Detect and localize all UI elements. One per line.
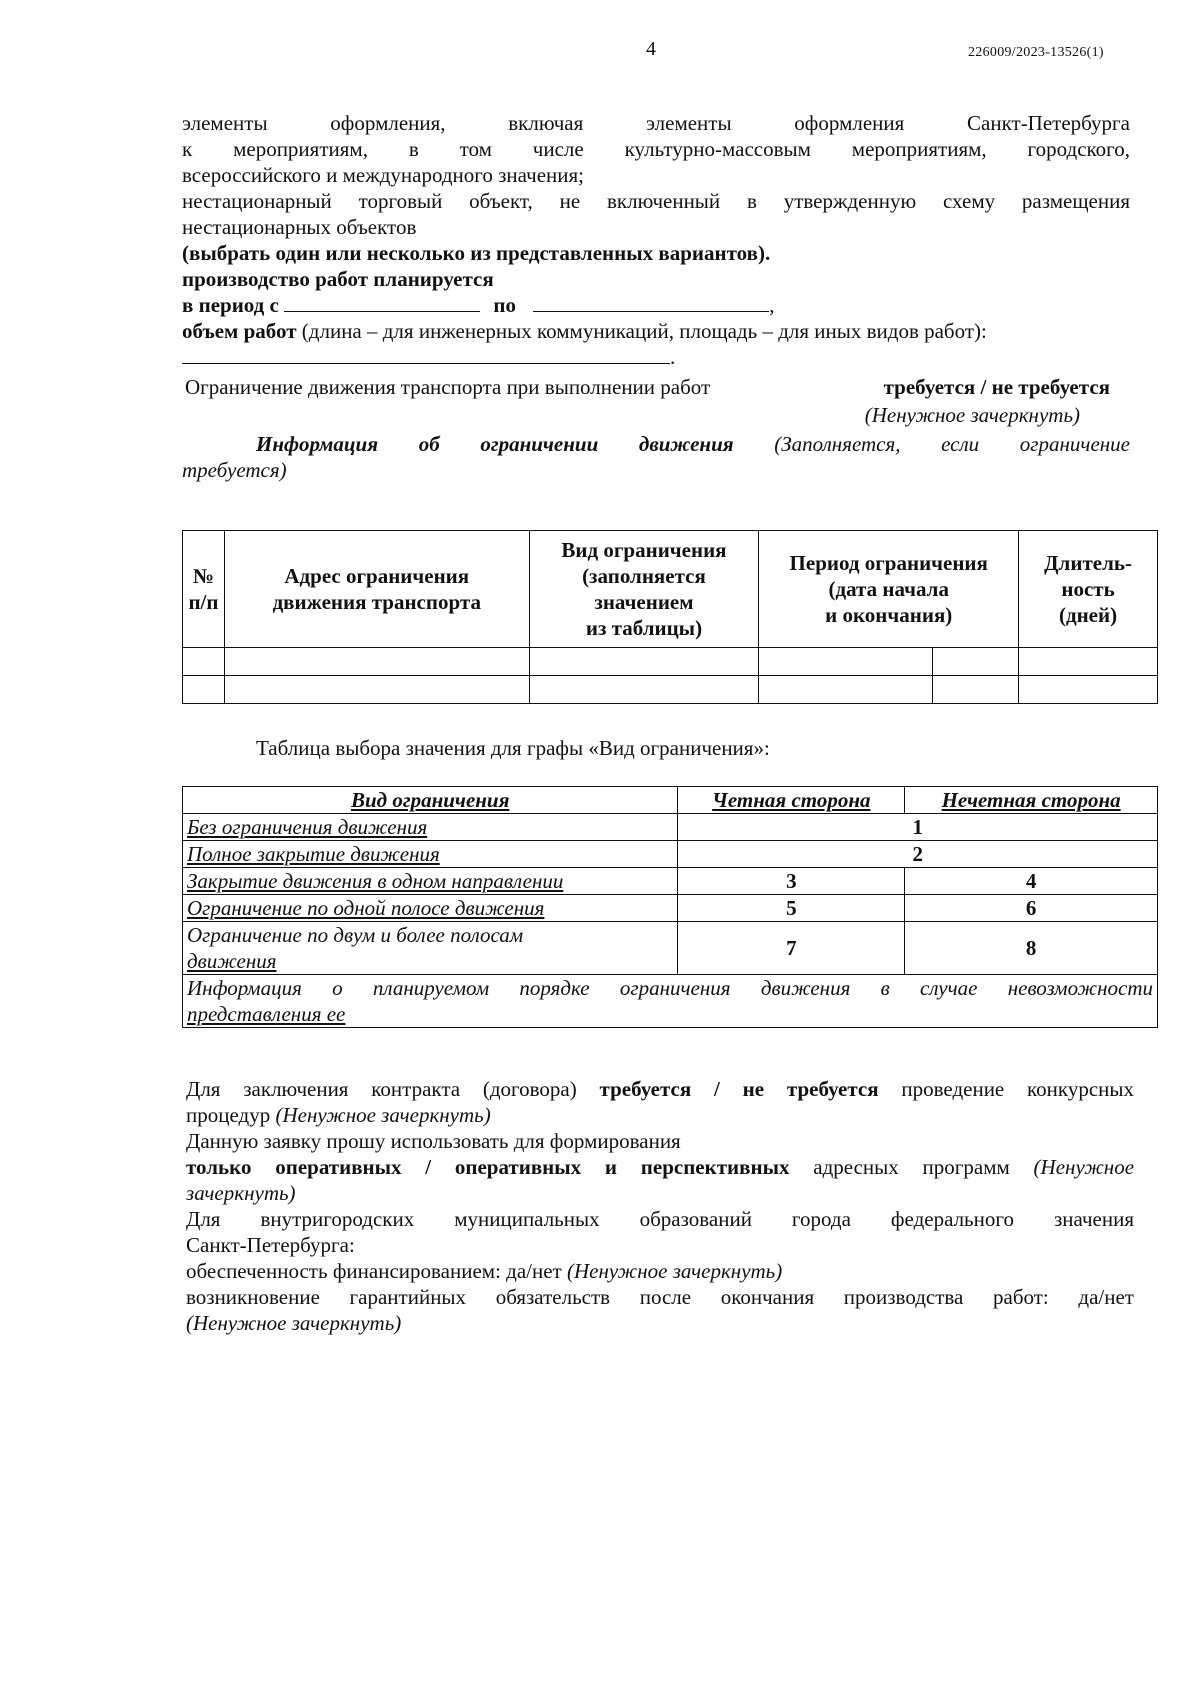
col-header-type-line-2: (заполняется	[582, 564, 706, 588]
table-row	[183, 648, 1158, 676]
funding-strike-note: (Ненужное зачеркнуть)	[566, 1259, 783, 1283]
col-header-duration-line-2: ность	[1061, 577, 1115, 601]
cell-type[interactable]	[529, 648, 759, 676]
cell-period-start[interactable]	[759, 648, 933, 676]
cell-address[interactable]	[224, 676, 529, 704]
row-label-line-1: Ограничение по двум и более полосам	[187, 923, 524, 947]
col-header-restriction-type: Вид ограничения	[183, 787, 678, 814]
table-row-info	[183, 975, 1158, 1028]
cell-duration[interactable]	[1019, 648, 1158, 676]
row-label: Без ограничения движения	[183, 814, 678, 841]
contract-text-2: проведение конкурсных	[901, 1077, 1134, 1101]
choose-note: (выбрать один или несколько из представленных вариантов).	[182, 241, 771, 265]
period-line	[182, 292, 1130, 318]
table-row	[183, 868, 1158, 895]
cell-period-start[interactable]	[759, 676, 933, 704]
row-value-both: 2	[678, 841, 1158, 868]
intro-line-5: нестационарных объектов	[182, 215, 417, 239]
row-label: Полное закрытие движения	[183, 841, 678, 868]
restriction-label: Ограничение движения транспорта при выполнении работ	[185, 375, 711, 399]
table-row	[183, 895, 1158, 922]
info-line-2: представления ее	[187, 1002, 346, 1026]
col-header-odd-side: Нечетная сторона	[905, 787, 1158, 814]
col-header-period-line-2: (дата начала	[828, 577, 949, 601]
cell-duration[interactable]	[1019, 676, 1158, 704]
document-id: 226009/2023-13526(1)	[968, 45, 1104, 60]
row-value-even: 5	[678, 895, 905, 922]
volume-line	[182, 318, 1130, 344]
table-row	[183, 841, 1158, 868]
contract-text-1: Для заключения контракта (договора)	[186, 1077, 577, 1101]
col-header-address-line-1: Адрес ограничения	[284, 564, 470, 588]
restriction-row	[182, 374, 1130, 402]
info-line-1: Информация о планируемом порядке ограничения движения в случае невозможности	[187, 976, 1153, 1000]
volume-note: (длина – для инженерных коммуникаций, площадь – для иных видов работ):	[301, 319, 987, 343]
col-header-duration-line-1: Длитель-	[1044, 551, 1132, 575]
restriction-table	[182, 530, 1158, 704]
cell-type[interactable]	[529, 676, 759, 704]
col-header-address-line-2: движения транспорта	[272, 590, 481, 614]
col-header-duration-line-3: (дней)	[1058, 603, 1118, 627]
contract-line-2	[186, 1102, 1134, 1128]
intro-line-3: всероссийского и международного значения;	[182, 163, 585, 187]
col-header-type-line-1: Вид ограничения	[561, 538, 727, 562]
restriction-type-table-caption: Таблица выбора значения для графы «Вид ограничения»:	[256, 736, 770, 760]
col-header-period-line-3: и окончания)	[825, 603, 953, 627]
restriction-info-title-line	[182, 431, 1130, 457]
intro-line-1: элементы оформления, включая элементы оформления Санкт-Петербурга	[182, 111, 1130, 135]
funding-text[interactable]: обеспеченность финансированием: да/нет	[186, 1259, 562, 1283]
restriction-table-header	[183, 531, 1158, 648]
table-row	[183, 676, 1158, 704]
contract-strike-note: (Ненужное зачеркнуть)	[275, 1103, 491, 1127]
volume-period: .	[670, 345, 676, 369]
restriction-info-note-2: требуется)	[182, 458, 287, 482]
info-cell	[183, 975, 1158, 1028]
form-bottom	[186, 1076, 1134, 1336]
works-planned: производство работ планируется	[182, 267, 494, 291]
col-header-period	[759, 531, 1019, 648]
volume-blank-line	[182, 344, 1130, 370]
col-header-type	[529, 531, 759, 648]
programs-options[interactable]: только оперативных / оперативных и перспективных	[186, 1155, 790, 1179]
col-header-type-line-4: из таблицы)	[585, 616, 703, 640]
row-value-odd: 8	[905, 922, 1158, 975]
table-row	[183, 814, 1158, 841]
cell-period-end[interactable]	[933, 676, 1019, 704]
period-comma: ,	[769, 293, 775, 317]
contract-options[interactable]: требуется / не требуется	[599, 1077, 879, 1101]
cell-address[interactable]	[224, 648, 529, 676]
restriction-strike-note: (Ненужное зачеркнуть)	[864, 403, 1080, 427]
programs-note-2: зачеркнуть)	[186, 1181, 296, 1205]
funding-line	[186, 1258, 1134, 1284]
row-value-even: 7	[678, 922, 905, 975]
municipal-line-2: Санкт-Петербурга:	[186, 1233, 355, 1257]
volume-field[interactable]	[182, 345, 670, 364]
intro-line-4: нестационарный торговый объект, не включенный в утвержденную схему размещения	[182, 189, 1130, 213]
cell-period-end[interactable]	[933, 648, 1019, 676]
col-header-even-side: Четная сторона	[678, 787, 905, 814]
form-intro	[182, 110, 1130, 483]
restriction-info-title: Информация об ограничении движения	[256, 432, 734, 456]
table-row	[183, 922, 1158, 975]
row-value-odd: 6	[905, 895, 1158, 922]
contract-text-3: процедур	[186, 1103, 271, 1127]
col-header-period-line-1: Период ограничения	[789, 551, 988, 575]
row-label-line-2: движения	[187, 949, 277, 973]
period-to-label: по	[493, 293, 516, 317]
row-value-even: 3	[678, 868, 905, 895]
page-number: 4	[646, 38, 656, 60]
volume-label: объем работ	[182, 319, 297, 343]
col-header-num-line-2: п/п	[188, 590, 219, 614]
intro-line-2: к мероприятиям, в том числе культурно-массовым мероприятиям, городского,	[182, 137, 1130, 161]
guarantee-strike-note: (Ненужное зачеркнуть)	[186, 1311, 402, 1335]
restriction-options[interactable]: требуется / не требуется	[883, 375, 1110, 399]
row-value-odd: 4	[905, 868, 1158, 895]
programs-note: (Ненужное	[1033, 1155, 1135, 1179]
row-label: Ограничение по одной полосе движения	[183, 895, 678, 922]
col-header-num	[183, 531, 225, 648]
municipal-line-1: Для внутригородских муниципальных образований города федерального значения	[186, 1207, 1134, 1231]
guarantee-line[interactable]: возникновение гарантийных обязательств после окончания производства работ: да/нет	[186, 1285, 1134, 1309]
col-header-address	[224, 531, 529, 648]
contract-line	[186, 1076, 1134, 1102]
programs-text: адресных программ	[813, 1155, 1010, 1179]
period-to-field[interactable]	[533, 293, 769, 312]
period-from-label: в период с	[182, 293, 279, 317]
row-value-both: 1	[678, 814, 1158, 841]
cell-num[interactable]	[183, 676, 225, 704]
col-header-num-line-1: №	[192, 564, 215, 588]
request-line: Данную заявку прошу использовать для формирования	[186, 1129, 681, 1153]
col-header-type-line-3: значением	[594, 590, 694, 614]
cell-num[interactable]	[183, 648, 225, 676]
row-label: Закрытие движения в одном направлении	[183, 868, 678, 895]
restriction-info-note: (Заполняется, если ограничение	[774, 432, 1130, 456]
restriction-type-header	[183, 787, 1158, 814]
col-header-duration	[1019, 531, 1158, 648]
period-from-field[interactable]	[284, 293, 480, 312]
row-label	[183, 922, 678, 975]
restriction-type-table	[182, 786, 1158, 1028]
programs-line	[186, 1154, 1134, 1180]
